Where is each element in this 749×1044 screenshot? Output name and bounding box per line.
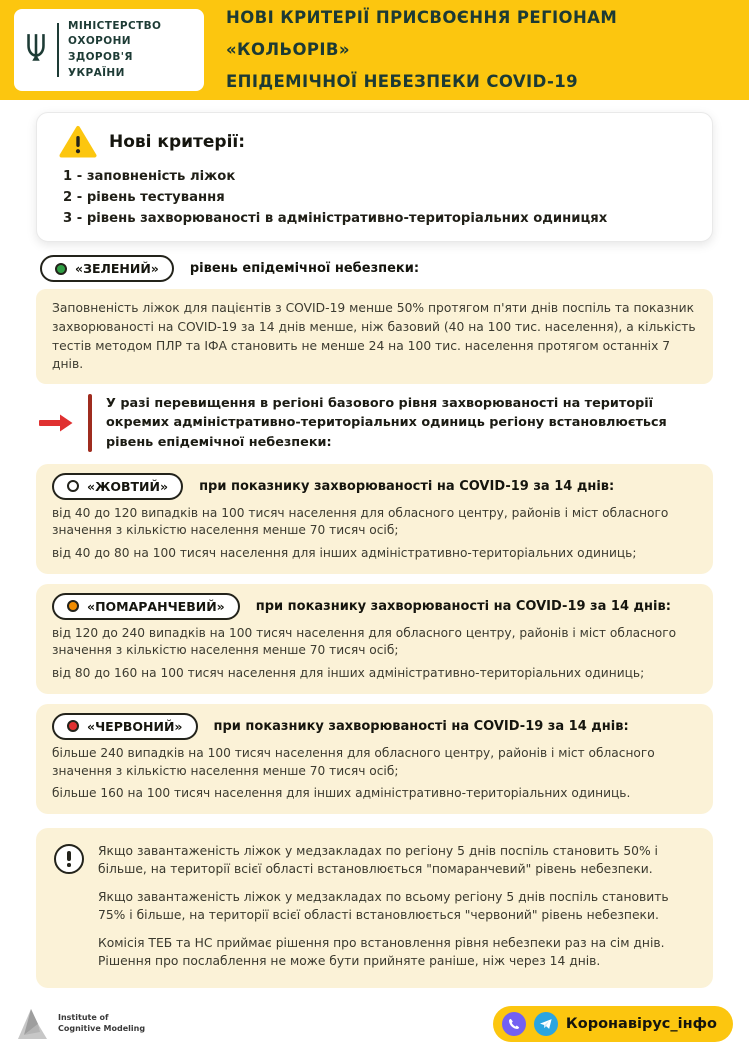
criteria-card <box>36 112 713 242</box>
yellow-level-subtitle: при показнику захворюваності на COVID-19 за 14 днів: <box>199 478 615 494</box>
ministry-line: УКРАЇНИ <box>68 66 125 79</box>
ministry-logo-box <box>14 9 204 91</box>
page-title-line-1: НОВІ КРИТЕРІЇ ПРИСВОЄННЯ РЕГІОНАМ «КОЛЬОРІВ» <box>226 7 618 59</box>
red-level-line: більше 240 випадків на 100 тисяч населення для обласного центру, районів і міст обласного значення з кількістю населення менше 70 тисяч осіб; <box>52 745 655 778</box>
notes-paragraph: Якщо завантаженість ліжок у медзакладах по регіону 5 днів поспіль становить 50% і більше, на території всієї області встановлюється "помаранчевий" рівень небезпеки. <box>98 843 658 877</box>
icm-text-line: Cognitive Modeling <box>58 1023 146 1033</box>
viber-icon[interactable] <box>502 1012 526 1036</box>
green-level-badge <box>40 255 174 282</box>
footer <box>0 998 749 1044</box>
yellow-level-card <box>36 464 713 574</box>
arrow-note <box>38 394 713 452</box>
orange-level-subtitle: при показнику захворюваності на COVID-19 за 14 днів: <box>255 598 671 614</box>
green-level-body: Заповненість ліжок для пацієнтів з COVID-19 менше 50% протягом п'яти днів поспіль та показник захворюваності на COVID-19 за 14 днів менше, ніж базовий (40 на 100 тис. населення), а кількість тестів методом ПЛР та ІФА становить не менше 24 на 100 тис. населення протягом останніх 7 днів. <box>52 301 696 372</box>
notes-text <box>98 842 695 980</box>
notes-card <box>36 828 713 988</box>
ministry-line: ЗДОРОВ'Я <box>68 51 133 63</box>
yellow-level-label: «ЖОВТИЙ» <box>87 478 169 494</box>
icm-text-line: Institute of <box>58 1012 109 1022</box>
warning-triangle-icon <box>59 125 97 158</box>
red-arrow-icon <box>38 413 74 433</box>
ministry-name <box>68 19 161 82</box>
green-level-header <box>36 255 713 282</box>
orange-level-header <box>52 593 697 620</box>
green-level-description <box>36 289 713 384</box>
criteria-item: 3 - рівень захворюваності в адміністративно-територіальних одиницях <box>63 211 608 227</box>
orange-level-card <box>36 584 713 694</box>
icm-logo <box>10 1004 145 1044</box>
red-dot-icon <box>67 720 79 732</box>
yellow-level-line: від 40 до 120 випадків на 100 тисяч населення для обласного центру, районів і міст обласного значення з кількістю населення менше 70 тисяч осіб; <box>52 505 669 538</box>
criteria-title: Нові критерії: <box>109 131 246 152</box>
orange-level-label: «ПОМАРАНЧЕВИЙ» <box>87 598 225 614</box>
yellow-dot-icon <box>67 480 79 492</box>
red-level-label: «ЧЕРВОНИЙ» <box>87 718 183 734</box>
green-level-label: «ЗЕЛЕНИЙ» <box>75 261 159 277</box>
content <box>0 100 749 988</box>
notes-paragraph: Комісія ТЕБ та НС приймає рішення про встановлення рівня небезпеки раз на сім днів. Рішення про послаблення не може бути прийняте раніше, ніж через 14 днів. <box>98 935 665 969</box>
orange-level-line: від 120 до 240 випадків на 100 тисяч населення для обласного центру, районів і міст обласного значення з кількістю населення менше 70 тисяч осіб; <box>52 625 677 658</box>
yellow-level-line: від 40 до 80 на 100 тисяч населення для інших адміністративно-територіальних одиниць; <box>52 546 637 561</box>
yellow-level-badge <box>52 473 183 500</box>
criteria-list <box>63 166 690 229</box>
arrow-note-text: У разі перевищення в регіоні базового рівня захворюваності на території окремих адміністративно-територіальних одиниць регіону встановлюється рівень епідемічної небезпеки: <box>106 396 667 450</box>
criteria-card-header <box>59 125 690 158</box>
red-level-subtitle: при показнику захворюваності на COVID-19 за 14 днів: <box>213 718 629 734</box>
red-level-badge <box>52 713 198 740</box>
orange-level-line: від 80 до 160 на 100 тисяч населення для інших адміністративно-територіальних одиниць; <box>52 666 645 681</box>
social-handle[interactable]: Коронавірус_інфо <box>565 1015 717 1032</box>
ministry-line: МІНІСТЕРСТВО <box>68 19 162 32</box>
warning-circle-icon <box>54 844 84 874</box>
yellow-level-header <box>52 473 697 500</box>
social-badge[interactable] <box>493 1006 733 1042</box>
header <box>0 0 749 100</box>
green-dot-icon <box>55 263 67 275</box>
criteria-item: 1 - заповненість ліжок <box>63 169 236 184</box>
green-level-section <box>36 255 713 384</box>
criteria-item: 2 - рівень тестування <box>63 190 225 206</box>
green-level-subtitle: рівень епідемічної небезпеки: <box>189 261 420 277</box>
notes-paragraph: Якщо завантаженість ліжок у медзакладах по всьому регіону 5 днів поспіль становить 75% і більше, на території всієї області встановлюється "червоний" рівень небезпеки. <box>98 889 669 923</box>
page-title-line-2: ЕПІДЕМІЧНОЇ НЕБЕЗПЕКИ COVID-19 <box>226 72 578 92</box>
page-title <box>220 2 735 99</box>
telegram-icon[interactable] <box>534 1012 558 1036</box>
divider <box>57 23 59 77</box>
orange-level-badge <box>52 593 240 620</box>
icm-logo-icon <box>10 1004 52 1044</box>
icm-logo-text <box>58 1013 145 1035</box>
red-level-card <box>36 704 713 814</box>
trident-icon <box>24 32 48 68</box>
orange-dot-icon <box>67 600 79 612</box>
red-level-header <box>52 713 697 740</box>
red-vertical-bar <box>88 394 92 452</box>
ministry-line: ОХОРОНИ <box>68 35 131 48</box>
red-level-line: більше 160 на 100 тисяч населення для інших адміністративно-територіальних одиниць. <box>52 786 631 801</box>
